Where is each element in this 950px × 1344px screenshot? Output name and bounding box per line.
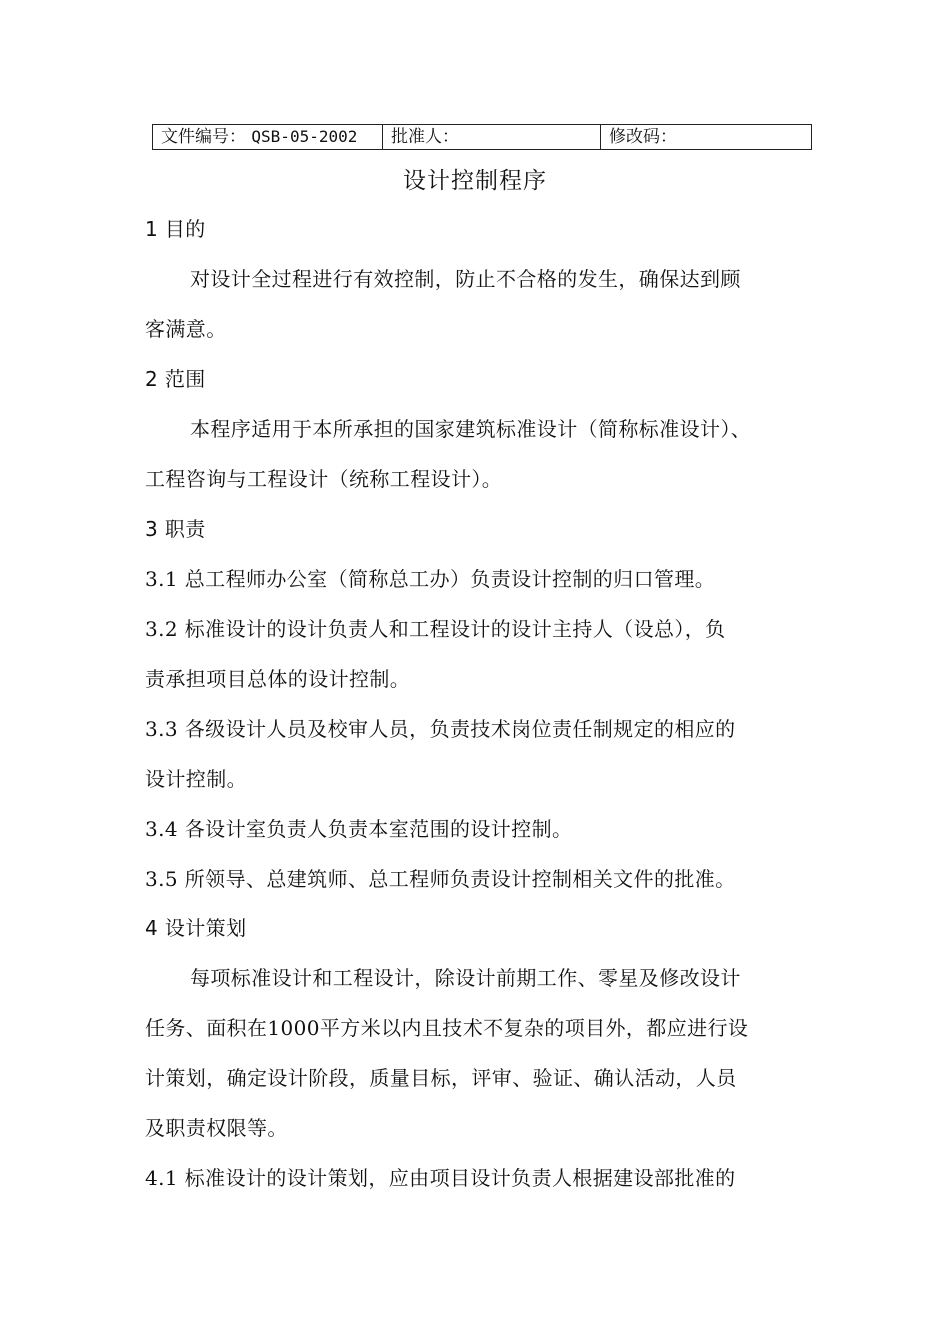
approver-label: 批准人： xyxy=(391,127,459,147)
section-heading-scope: 2 范围 xyxy=(145,367,206,391)
revision-label: 修改码： xyxy=(609,127,677,147)
section-heading-purpose: 1 目的 xyxy=(145,217,206,241)
section-heading-responsibilities: 3 职责 xyxy=(145,517,206,541)
paragraph-line: 设计控制。 xyxy=(145,767,247,791)
document-title: 设计控制程序 xyxy=(403,168,547,194)
clause-3-4: 3.4 各设计室负责人负责本室范围的设计控制。 xyxy=(145,817,573,841)
approver-cell xyxy=(383,125,601,149)
clause-3-2: 3.2 标准设计的设计负责人和工程设计的设计主持人（设总），负 xyxy=(145,617,726,641)
paragraph-line: 客满意。 xyxy=(145,317,227,341)
document-header-table xyxy=(152,124,812,150)
section-heading-design-planning: 4 设计策划 xyxy=(145,916,247,940)
clause-3-3: 3.3 各级设计人员及校审人员，负责技术岗位责任制规定的相应的 xyxy=(145,717,736,741)
paragraph-line: 本程序适用于本所承担的国家建筑标准设计（简称标准设计）、 xyxy=(190,417,752,441)
paragraph-line: 责承担项目总体的设计控制。 xyxy=(145,667,411,691)
paragraph-line: 每项标准设计和工程设计，除设计前期工作、零星及修改设计 xyxy=(190,966,741,990)
paragraph-line: 及职责权限等。 xyxy=(145,1116,288,1140)
file-number-cell xyxy=(153,125,383,149)
clause-3-1: 3.1 总工程师办公室（简称总工办）负责设计控制的归口管理。 xyxy=(145,567,716,591)
paragraph-line: 工程咨询与工程设计（统称工程设计）。 xyxy=(145,467,503,491)
revision-cell xyxy=(601,125,811,149)
file-number-label: 文件编号： xyxy=(161,127,246,147)
clause-4-1: 4.1 标准设计的设计策划，应由项目设计负责人根据建设部批准的 xyxy=(145,1166,736,1190)
paragraph-line: 任务、面积在1000平方米以内且技术不复杂的项目外，都应进行设 xyxy=(145,1016,749,1040)
file-number-value: QSB-05-2002 xyxy=(251,127,358,146)
paragraph-line: 计策划，确定设计阶段，质量目标，评审、验证、确认活动，人员 xyxy=(145,1066,737,1090)
clause-3-5: 3.5 所领导、总建筑师、总工程师负责设计控制相关文件的批准。 xyxy=(145,867,736,891)
paragraph-line: 对设计全过程进行有效控制，防止不合格的发生，确保达到顾 xyxy=(190,267,741,291)
